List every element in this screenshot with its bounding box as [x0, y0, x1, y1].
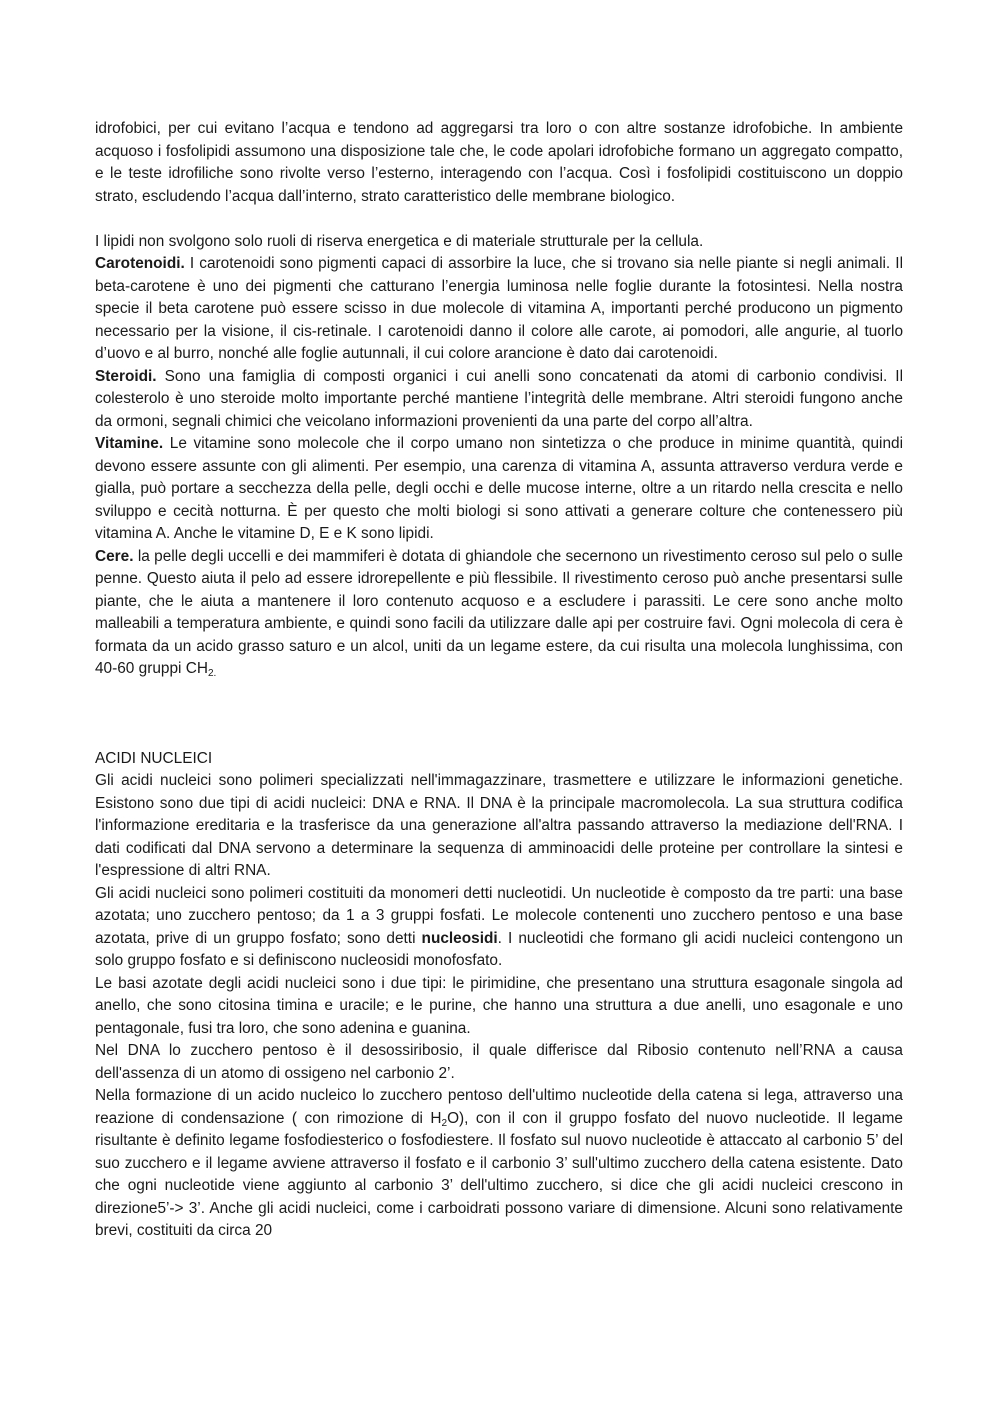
carotenoids-text: I carotenoidi sono pigmenti capaci di assorbire la luce, che si trovano sia nelle piante si negli animali. Il beta-carotene è uno dei pigmenti che catturano l’energia luminosa nelle foglie durante la fotosintesi. Nella nostra specie il beta carotene può essere scisso in due molecole di vitamina A, importanti perché producono un pigmento necessario per la visione, il cis-retinale. I carotenoidi danno il colore alle carote, ai pomodori, alle angurie, al tuorlo d’uovo e al burro, nonché alle foglie autunnali, il cui colore arancione è dato dai carotenoidi.: [95, 255, 903, 362]
phosphodiester-text-b: O), con il con il gruppo fosfato del nuovo nucleotide. Il legame risultante è definito legame fosfodiesterico o fosfodiestere. Il fosfato sul nuovo nucleotide è attaccato al carbonio 5’ del suo zucchero e il legame avviene attraverso il fosfato e il carbonio 3’ sull'ultimo zucchero della catena esistente. Dato che ogni nucleotide viene aggiunto al carbonio 3’ dell'ultimo zucchero, si dice che gli acidi nucleici crescono in direzione5’-> 3’. Anche gli acidi nucleici, come i carboidrati possono variare di dimensione. Alcuni sono relativamente brevi, costituiti da circa 20: [95, 1109, 903, 1239]
waxes-paragraph: [95, 546, 903, 681]
deoxyribose-paragraph: Nel DNA lo zucchero pentoso è il desossiribosio, il quale differisce dal Ribosio contenuto nell’RNA a causa dell'assenza di un atomo di ossigeno nel carbonio 2’.: [95, 1042, 903, 1082]
phospholipid-paragraph: idrofobici, per cui evitano l’acqua e tendono ad aggregarsi tra loro o con altre sostanze idrofobiche. In ambiente acquoso i fosfolipidi assumono una disposizione tale che, le code apolari idrofobiche formano un aggregato compatto, e le teste idrofiliche sono rivolte verso l’esterno, interagendo con l’acqua. Così i fosfolipidi costituiscono un doppio strato, escludendo l’acqua dall’interno, strato caratteristico delle membrane biologico.: [95, 120, 903, 205]
paragraph-spacer: [95, 208, 903, 231]
nitrogen-bases-paragraph: Le basi azotate degli acidi nucleici sono i due tipi: le pirimidine, che presentano una struttura esagonale singola ad anello, che sono citosina timina e uracile; e le purine, che hanno una struttura a due anelli, uno esagonale e uno pentagonale, fusi tra loro, che sono adenina e guanina.: [95, 974, 903, 1037]
ch2-subscript: 2.: [207, 668, 217, 679]
nucleosides-term: nucleosidi: [421, 929, 498, 947]
phosphodiester-paragraph: [95, 1085, 903, 1243]
waxes-term: Cere.: [95, 547, 134, 565]
nucleotides-paragraph: [95, 883, 903, 973]
phosphodiester-text-a: Nella formazione di un acido nucleico lo zucchero pentoso dell'ultimo nucleotide della catena si lega, attraverso una reazione di condensazione ( con rimozione di H: [95, 1087, 903, 1127]
vitamins-paragraph: [95, 433, 903, 546]
nucleic-acids-definition-paragraph: Gli acidi nucleici sono polimeri specializzati nell'immagazzinare, trasmettere e utilizzare le informazioni genetiche. Esistono sono due tipi di acidi nucleici: DNA e RNA. Il DNA è la principale macromolecola. La sua struttura codifica l'informazione ereditaria e la trasferisce da una generazione all'altra passando attraverso la mediazione dell'RNA. I dati codificati dal DNA servono a determinare la sequenza di amminoacidi delle proteine per controllare la sintesi e l'espressione di altri RNA.: [95, 772, 903, 879]
vitamins-text: Le vitamine sono molecole che il corpo umano non sintetizza o che produce in minime quantità, quindi devono essere assunte con gli alimenti. Per esempio, una carenza di vitamina A, assunta attraverso verdura verde e gialla, può portare a secchezza della pelle, degli occhi e delle mucose interne, oltre a un ritardo nella crescita e nello sviluppo e cecità notturna. È per questo che molti biologi si sono attivati a generare colture che contenessero più vitamina A. Anche le vitamine D, E e K sono lipidi.: [95, 435, 903, 542]
nucleotides-text-a: Gli acidi nucleici sono polimeri costituiti da monomeri detti nucleotidi. Un nucleotide è composto da tre parti: una base azotata; uno zucchero pentoso; da 1 a 3 gruppi fosfati. Le molecole contenenti uno zucchero pentoso e una base azotata, prive di un gruppo fosfato; sono detti: [95, 884, 903, 947]
section-spacer: [95, 681, 903, 748]
carotenoids-term: Carotenoidi.: [95, 255, 185, 272]
h2o-subscript: 2: [441, 1117, 448, 1129]
steroids-text: Sono una famiglia di composti organici i cui anelli sono concatenati da atomi di carbonio condivisi. Il colesterolo è uno steroide molto importante perché mantiene l’integrità delle membrane. Altri steroidi fungono anche da ormoni, segnali chimici che veicolano informazioni provenienti da una parte del corpo all’altra.: [95, 367, 903, 430]
document-page: [95, 118, 903, 1243]
vitamins-term: Vitamine.: [95, 435, 164, 452]
nucleic-acids-heading: ACIDI NUCLEICI: [95, 749, 213, 767]
lipids-roles-paragraph: I lipidi non svolgono solo ruoli di riserva energetica e di materiale strutturale per la cellula.: [95, 232, 704, 250]
steroids-term: Steroidi.: [95, 367, 157, 385]
nucleotides-text-b: . I nucleotidi che formano gli acidi nucleici contengono un solo gruppo fosfato e si definiscono nucleosidi monofosfato.: [95, 929, 903, 969]
waxes-text: la pelle degli uccelli e dei mammiferi è dotata di ghiandole che secernono un rivestimento ceroso sul pelo o sulle penne. Questo aiuta il pelo ad essere idrorepellente e più flessibile. Il rivestimento ceroso può anche presentarsi sulle piante, che le aiuta a mantenere il loro contenuto acquoso e a escludere i parassiti. Le cere sono anche molto malleabili a temperatura ambiente, e quindi sono facili da utilizzare dalle api per costruire favi. Ogni molecola di cera è formata da un acido grasso saturo e un alcol, uniti da un legame estere, da cui risulta una molecola lunghissima, con 40-60 gruppi CH: [95, 547, 903, 677]
carotenoids-paragraph: [95, 253, 903, 366]
steroids-paragraph: [95, 366, 903, 434]
